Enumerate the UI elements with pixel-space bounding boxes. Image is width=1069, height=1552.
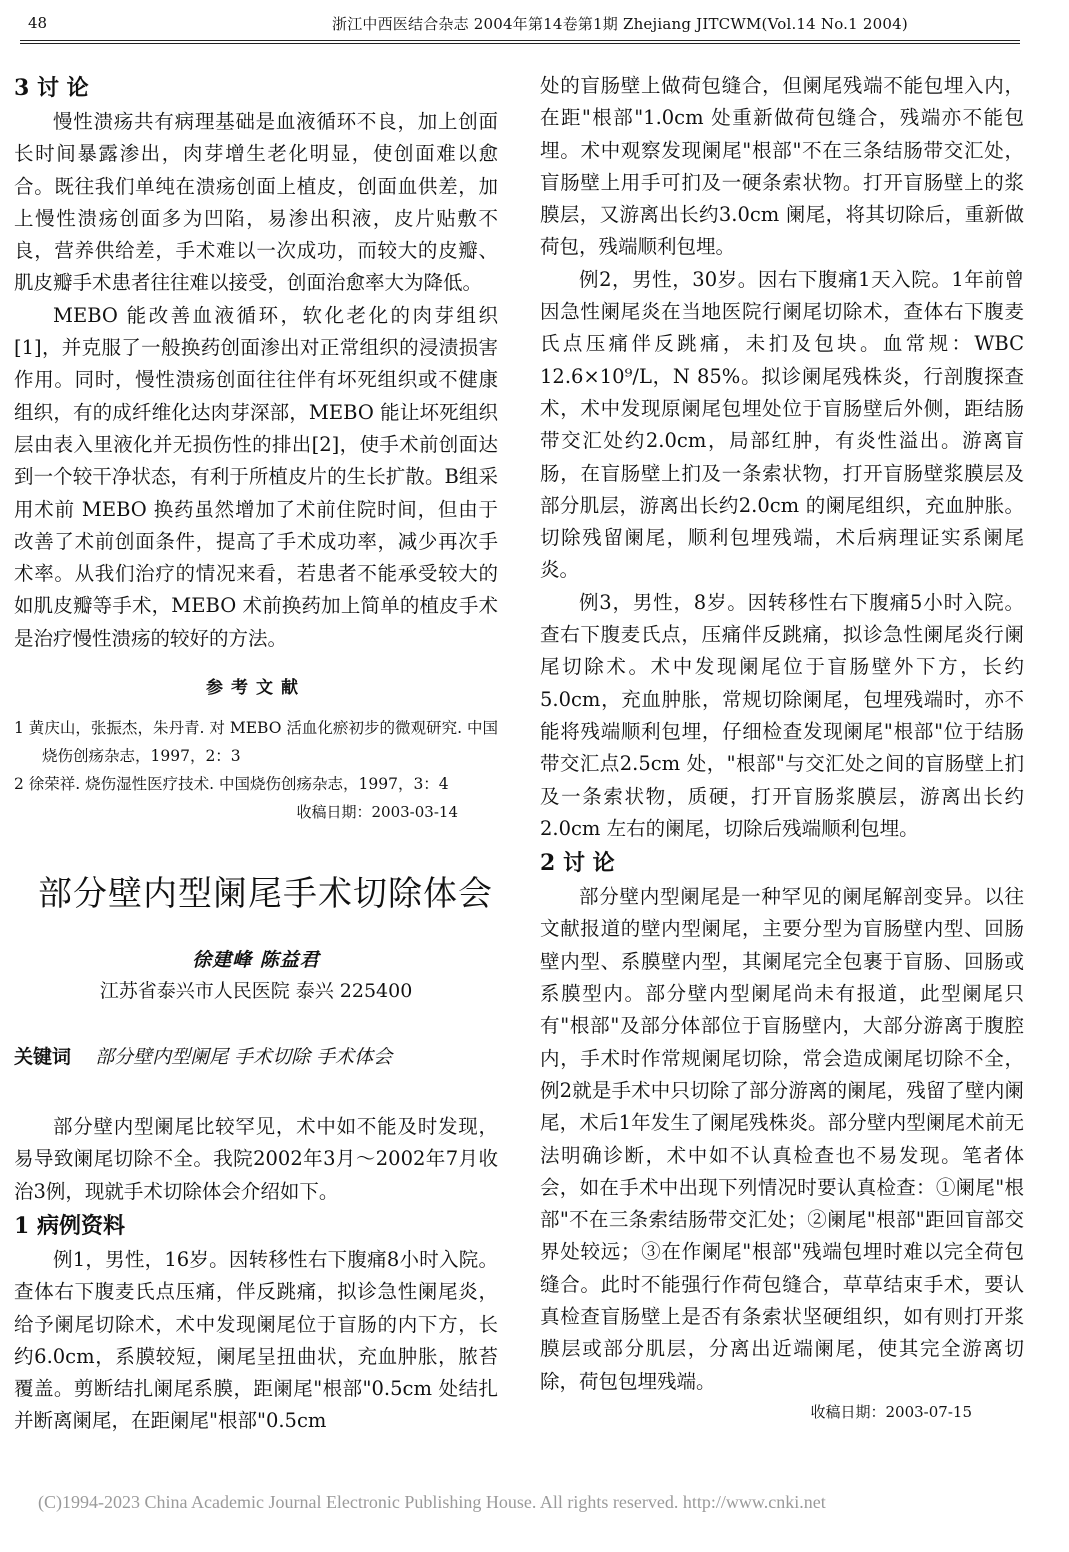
keywords-label: 关键词: [14, 1046, 72, 1069]
page-header: [0, 0, 1069, 44]
paragraph: 处的盲肠壁上做荷包缝合，但阑尾残端不能包埋入内，在距"根部"1.0cm 处重新做荷包缝合，残端亦不能包埋。术中观察发现阑尾"根部"不在三条结肠带交汇处，盲肠壁上用手可扪及一硬条索状物。打开盲肠壁上的浆膜层，又游离出长约3.0cm 阑尾，将其切除后，重新做荷包，残端顺利包埋。: [540, 74, 1024, 259]
received-date: 收稿日期：2003-03-14: [296, 803, 458, 822]
section-heading-cases: 1 病例资料: [14, 1212, 125, 1239]
header-rule-double: [20, 43, 1020, 44]
received-date: 收稿日期：2003-07-15: [810, 1402, 972, 1421]
paragraph: 例3，男性，8岁。因转移性右下腹痛5小时入院。查右下腹麦氏点，压痛伴反跳痛，拟诊急性阑尾炎行阑尾切除术。术中发现阑尾位于盲肠壁外下方，长约5.0cm，充血肿胀，常规切除阑尾，包埋残端时，亦不能将残端顺利包埋，仔细检查发现阑尾"根部"位于结肠带交汇点2.5cm 处，"根部"与交汇处之间的盲肠壁上扪及一条索状物，质硬，打开盲肠浆膜层，游离出长约2.0cm 左右的阑尾，切除后残端顺利包埋。: [540, 590, 1024, 840]
author-affiliation: 江苏省泰兴市人民医院 泰兴 225400: [99, 980, 413, 1003]
section-heading-discussion-2: 2 讨 论: [540, 850, 615, 877]
right-column: [540, 70, 1024, 1426]
article-authors: 徐建峰 陈益君: [192, 949, 320, 972]
article-title: 部分壁内型阑尾手术切除体会: [38, 874, 493, 915]
paragraph: 慢性溃疡共有病理基础是血液循环不良，加上创面长时间暴露渗出，肉芽增生老化明显，使创面难以愈合。既往我们单纯在溃疡创面上植皮，创面血供差，加上慢性溃疡创面多为凹陷，易渗出积液，皮片贴敷不良，营养供给差，手术难以一次成功，而较大的皮瓣、肌皮瓣手术患者往往难以接受，创面治愈率大为降低。: [14, 110, 498, 295]
paragraph: 部分壁内型阑尾比较罕见，术中如不能及时发现，易导致阑尾切除不全。我院2002年3月～2002年7月收治3例，现就手术切除体会介绍如下。: [14, 1115, 498, 1203]
page-number: 48: [28, 14, 48, 32]
paragraph: 例1，男性，16岁。因转移性右下腹痛8小时入院。查体右下腹麦氏点压痛，伴反跳痛，拟诊急性阑尾炎，给予阑尾切除术，术中发现阑尾位于盲肠的内下方，长约6.0cm，系膜较短，阑尾呈扭曲状，充血肿胀，脓苔覆盖。剪断结扎阑尾系膜，距阑尾"根部"0.5cm 处结扎并断离阑尾，在距阑尾"根部"0.5cm: [14, 1247, 498, 1433]
keywords-text: 部分壁内型阑尾 手术切除 手术体会: [95, 1046, 393, 1069]
reference-item: 2 徐荣祥. 烧伤湿性医疗技术. 中国烧伤创疡杂志，1997，3：4: [14, 775, 449, 794]
copyright-footer: (C)1994-2023 China Academic Journal Electronic Publishing House. All rights reserved. http://www.cnki.net: [38, 1492, 826, 1512]
reference-item: 1 黄庆山，张振杰，朱丹青. 对 MEBO 活血化瘀初步的微观研究. 中国烧伤创疡杂志，1997，2：3: [14, 719, 498, 766]
journal-running-head: 浙江中西医结合杂志 2004年第14卷第1期 Zhejiang JITCWM(Vol.14 No.1 2004): [332, 15, 908, 33]
paragraph: 例2，男性，30岁。因右下腹痛1天入院。1年前曾因急性阑尾炎在当地医院行阑尾切除术，查体右下腹麦氏点压痛伴反跳痛，未扪及包块。血常规：WBC 12.6×10⁹/L，N 85%。拟诊阑尾残株炎，行剖腹探查术，术中发现原阑尾包埋处位于盲肠壁后外侧，距结肠带交汇处约2.0cm，局部红肿，有炎性溢出。游离盲肠，在盲肠壁上扪及一条索状物，打开盲肠壁浆膜层及部分肌层，游离出长约2.0cm 的阑尾组织，充血肿胀。切除残留阑尾，顺利包埋残端，术后病理证实系阑尾炎。: [540, 267, 1024, 582]
header-rule: [20, 40, 1020, 41]
keywords-line: [14, 1041, 498, 1073]
references-heading: 参考文献: [206, 678, 306, 699]
paragraph: MEBO 能改善血液循环，软化老化的肉芽组织[1]，并克服了一般换药创面渗出对正常组织的浸渍损害作用。同时，慢性溃疡创面往往伴有坏死组织或不健康组织，有的成纤维化达肉芽深部，MEBO 能让坏死组织层由表入里液化并无损伤性的排出[2]，使手术前创面达到一个较干净状态，有利于所植皮片的生长扩散。B组采用术前 MEBO 换药虽然增加了术前住院时间，但由于改善了术前创面条件，提高了手术成功率，减少再次手术率。从我们治疗的情况来看，若患者不能承受较大的如肌皮瓣等手术，MEBO 术前换药加上简单的植皮手术是治疗慢性溃疡的较好的方法。: [14, 303, 499, 650]
section-heading-discussion: 3 讨 论: [14, 75, 89, 101]
left-column: [14, 70, 498, 1438]
paragraph: 部分壁内型阑尾是一种罕见的阑尾解剖变异。以往文献报道的壁内型阑尾，主要分型为盲肠壁内型、回肠壁内型、系膜壁内型，其阑尾完全包裹于盲肠、回肠或系膜型内。部分壁内型阑尾尚未有报道，此型阑尾只有"根部"及部分体部位于盲肠壁内，大部分游离于腹腔内，手术时作常规阑尾切除，常会造成阑尾切除不全，例2就是手术中只切除了部分游离的阑尾，残留了壁内阑尾，术后1年发生了阑尾残株炎。部分壁内型阑尾术前无法明确诊断，术中如不认真检查也不易发现。笔者体会，如在手术中出现下列情况时要认真检查：①阑尾"根部"不在三条索结肠带交汇处；②阑尾"根部"距回盲部交界处较远；③在作阑尾"根部"残端包埋时难以完全荷包缝合。此时不能强行作荷包缝合，草草结束手术，要认真检查盲肠壁上是否有条索状坚硬组织，如有则打开浆膜层或部分肌层，分离出近端阑尾，使其完全游离切除，荷包包埋残端。: [540, 885, 1024, 1393]
